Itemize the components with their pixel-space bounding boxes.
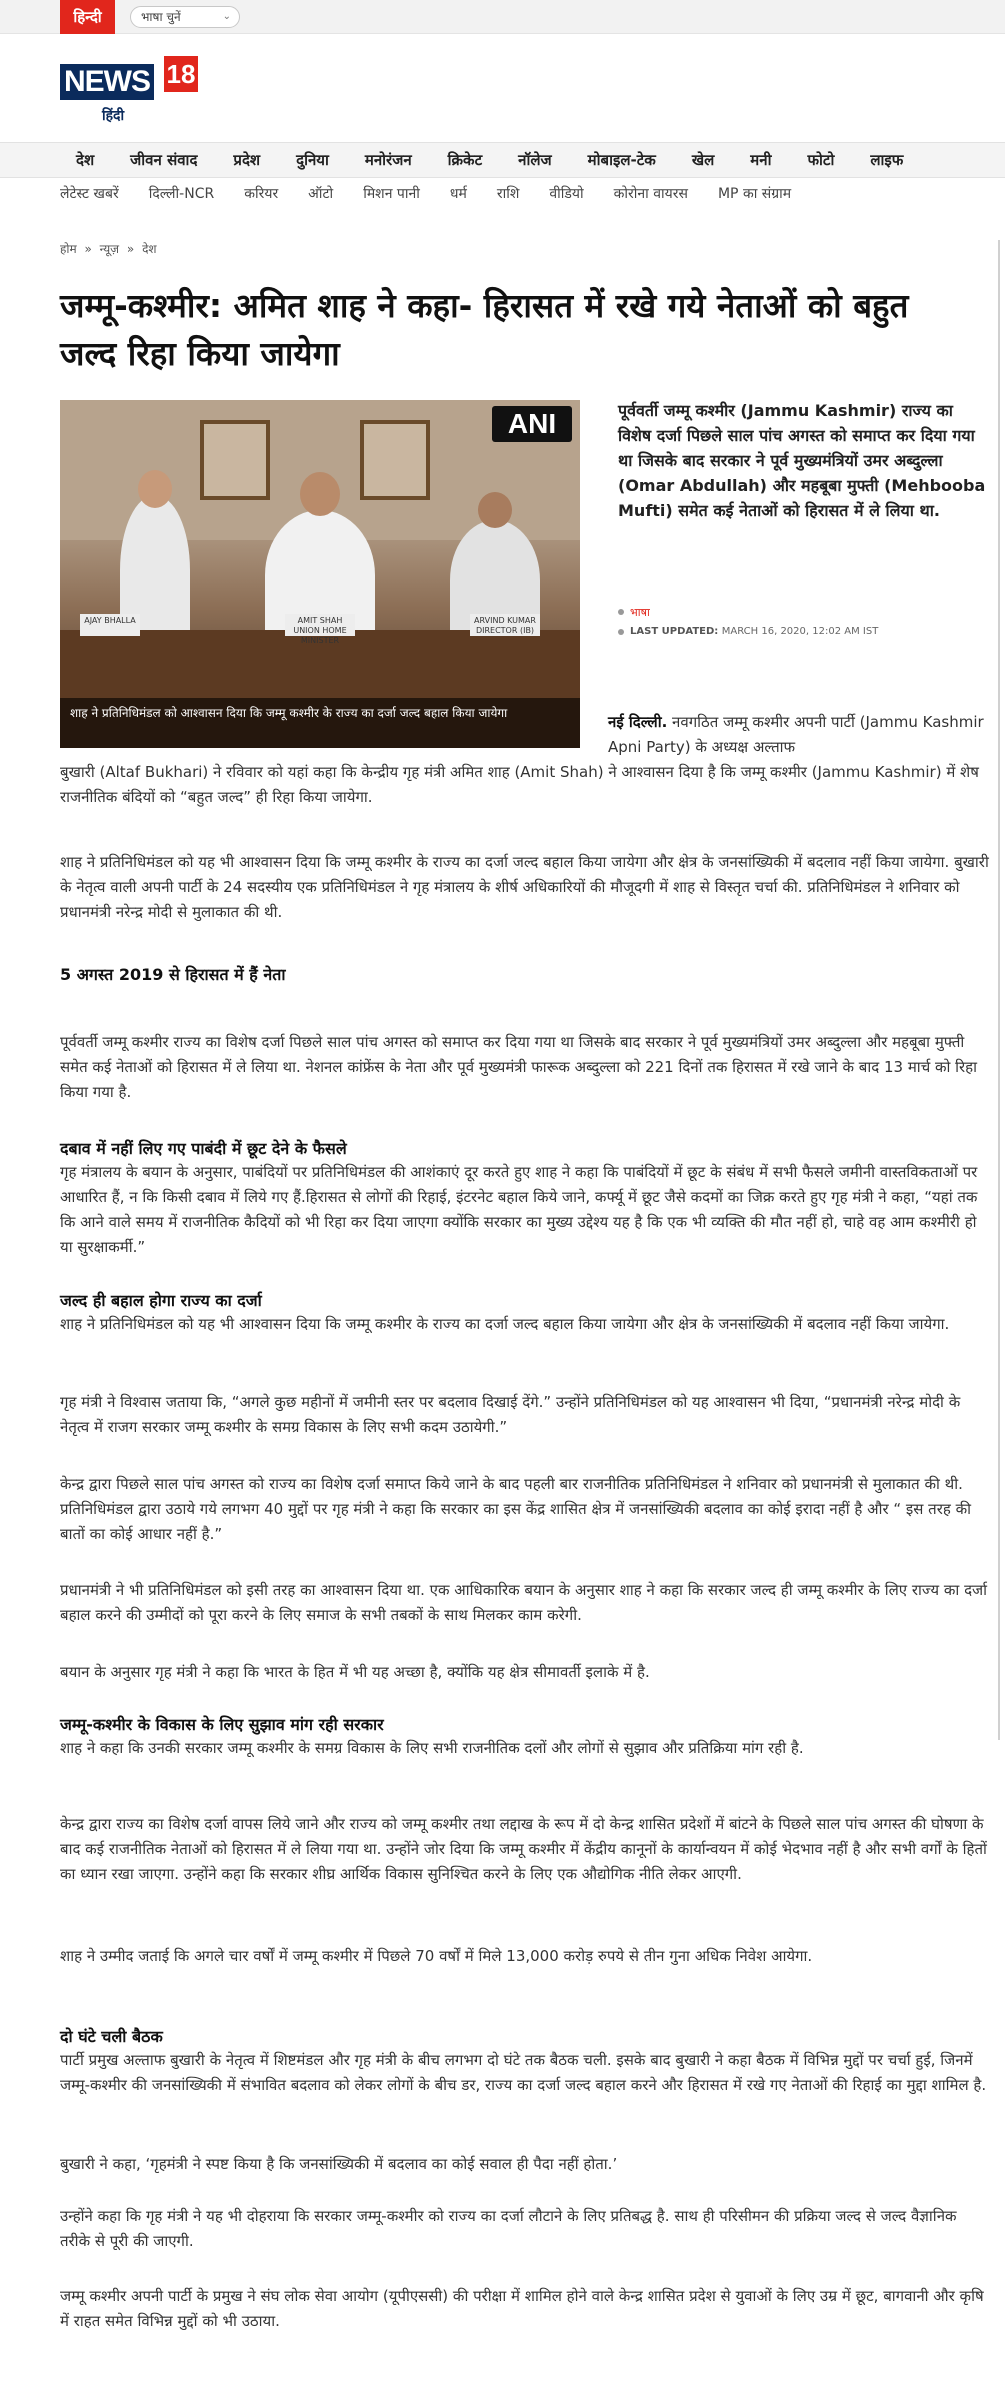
article-paragraph: जम्मू कश्मीर अपनी पार्टी के प्रमुख ने संघ लोक सेवा आयोग (यूपीएससी) की परीक्षा में शामिल होने वाले केन्द्र शासित प्रदेश से युवाओं के लिए उम्र में छूट, बागवानी और कृषि में राहत समेत विभिन्न मुद्दों को भी उठाया. [60, 2287, 984, 2330]
nav-item-khel[interactable]: खेल [691, 151, 715, 169]
subnav-item-delhi-ncr[interactable]: दिल्ली-NCR [148, 186, 215, 202]
subnav-item-auto[interactable]: ऑटो [308, 186, 334, 202]
ani-watermark: ANI [492, 406, 572, 442]
subnav-item-video[interactable]: वीडियो [549, 186, 584, 202]
article-meta [618, 605, 988, 637]
nav-item-money[interactable]: मनी [750, 151, 772, 169]
logo-news-text: NEWS [60, 64, 154, 100]
article-paragraph: पार्टी प्रमुख अल्ताफ बुखारी के नेतृत्व में शिष्टमंडल और गृह मंत्री के बीच लगभग दो घंटे तक बैठक चली. इसके बाद बुखारी ने कहा बैठक में विभिन्न मुद्दों पर चर्चा हुई, जिनमें जम्मू-कश्मीर की जनसांख्यिकी में संभावित बदलाव को लेकर लोगों के बीच डर, राज्य का दर्जा जल्द बहाल करने और हिरासत में रखे गए नेताओं की रिहाई का मुद्दा शामिल है. [60, 2051, 987, 2094]
nav-item-desh[interactable]: देश [76, 151, 95, 169]
logo-18-badge: 18 [164, 56, 198, 92]
subnav-item-mission-pani[interactable]: मिशन पानी [363, 186, 420, 202]
page-divider-line [998, 240, 1000, 1740]
subnav-item-mp-sangram[interactable]: MP का संग्राम [717, 186, 792, 202]
article-lead-paragraph [60, 710, 990, 810]
lead-text-part1: नवगठित जम्मू कश्मीर अपनी पार्टी (Jammu Kashmir Apni Party) के अध्यक्ष अल्ताफ [608, 713, 984, 756]
hero-wall-frame [200, 420, 270, 500]
article-source[interactable]: भाषा [618, 605, 988, 620]
article-paragraph: बुखारी ने कहा, ‘गृहमंत्री ने स्पष्ट किया है कि जनसांख्यिकी में बदलाव का कोई सवाल ही पैदा नहीं होता.’ [60, 2155, 618, 2173]
breadcrumb-separator: » [84, 242, 92, 256]
article-paragraph: गृह मंत्रालय के बयान के अनुसार, पाबंदियों पर प्रतिनिधिमंडल की आशंकाएं दूर करते हुए शाह ने कहा कि पाबंदियों में छूट के संबंध में सभी फैसले जमीनी वास्तविकताओं पर आधारित हैं, न कि किसी दबाव में लिये गए हैं.हिरासत से लोगों की रिहाई, इंटरनेट बहाल किये जाने, कर्फ्यू में छूट जैसे कदमों का जिक्र करते हुए गृह मंत्री ने कहा, “यहां तक कि आने वाले समय में राजनीतिक कैदियों को भी रिहा कर दिया जाएगा क्योंकि सरकार का मुख्य उद्देश्य यह है कि एक भी व्यक्ति की मौत नहीं हो, चाहे वह आम कश्मीरी हो या सुरक्षाकर्मी.” [60, 1163, 978, 1256]
article-subheading: दबाव में नहीं लिए गए पाबंदी में छूट देने के फैसले [60, 1139, 347, 1158]
article-dateline: नई दिल्ली. [608, 713, 668, 731]
hero-person-center-head [300, 472, 340, 516]
updated-date: MARCH 16, 2020, 12:02 AM IST [721, 626, 879, 637]
secondary-navigation [0, 178, 1005, 210]
subnav-item-latest[interactable]: लेटेस्ट खबरें [60, 186, 119, 202]
article-hero-image[interactable] [60, 400, 580, 748]
breadcrumb [60, 240, 161, 257]
article-subheading: जल्द ही बहाल होगा राज्य का दर्जा [60, 1291, 262, 1310]
article-summary: पूर्ववर्ती जम्मू कश्मीर (Jammu Kashmir) राज्य का विशेष दर्जा पिछले साल पांच अगस्त को समाप्त कर दिया गया था जिसके बाद सरकार ने पूर्व मुख्यमंत्रियों उमर अब्दुल्ला (Omar Abdullah) और महबूबा मुफ्ती (Mehbooba Mufti) समेत कई नेताओं को हिरासत में ले लिया था. [618, 401, 986, 520]
hero-nameplate-center: AMIT SHAH UNION HOME MINISTER [285, 614, 355, 636]
article-paragraph: गृह मंत्री ने विश्वास जताया कि, “अगले कुछ महीनों में जमीनी स्तर पर बदलाव दिखाई देंगे.” उन्होंने प्रतिनिधिमंडल को यह आश्वासन भी दिया, “प्रधानमंत्री नरेन्द्र मोदी के नेतृत्व में राजग सरकार जम्मू कश्मीर के समग्र विकास के लिए सभी कदम उठायेगी.” [60, 1393, 961, 1436]
hero-caption: शाह ने प्रतिनिधिमंडल को आश्वासन दिया कि जम्मू कश्मीर के राज्य का दर्जा जल्द बहाल किया जायेगा [60, 698, 580, 748]
nav-item-pradesh[interactable]: प्रदेश [233, 151, 261, 169]
article-paragraph: प्रधानमंत्री ने भी प्रतिनिधिमंडल को इसी तरह का आश्वासन दिया था. एक आधिकारिक बयान के अनुसार शाह ने कहा कि सरकार जल्द ही जम्मू कश्मीर के लिए राज्य का दर्जा बहाल करने की उम्मीदों को पूरा करने के लिए समाज के सभी तबकों के साथ मिलकर काम करेगी. [60, 1581, 988, 1624]
news18-logo[interactable] [60, 54, 200, 126]
article-paragraph: शाह ने उम्मीद जताई कि अगले चार वर्षों में जम्मू कश्मीर में पिछले 70 वर्षों में मिले 13,000 करोड़ रुपये से तीन गुना अधिक निवेश आयेगा. [60, 1947, 813, 1965]
article-updated [618, 626, 988, 637]
chevron-down-icon: ⌄ [222, 11, 231, 22]
article-headline: जम्मू-कश्मीर: अमित शाह ने कहा- हिरासत में रखे गये नेताओं को बहुत जल्द रिहा किया जायेगा [60, 286, 909, 373]
breadcrumb-desh[interactable]: देश [142, 242, 157, 256]
subnav-item-career[interactable]: करियर [244, 186, 279, 202]
main-navigation [0, 142, 1005, 178]
lead-text-part2: बुखारी (Altaf Bukhari) ने रविवार को यहां कहा कि केन्द्रीय गृह मंत्री अमित शाह (Amit Shah) ने आश्वासन दिया है कि जम्मू कश्मीर (Jammu Kashmir) में शेष राजनीतिक बंदियों को “बहुत जल्द” ही रिहा किया जायेगा. [60, 763, 979, 806]
hindi-language-tab[interactable]: हिन्दी [60, 0, 115, 34]
subnav-item-dharm[interactable]: धर्म [449, 186, 467, 202]
nav-item-duniya[interactable]: दुनिया [296, 151, 329, 169]
article-paragraph: पूर्ववर्ती जम्मू कश्मीर राज्य का विशेष दर्जा पिछले साल पांच अगस्त को समाप्त कर दिया गया था जिसके बाद सरकार ने पूर्व मुख्यमंत्रियों उमर अब्दुल्ला और महबूबा मुफ्ती समेत कई नेताओं को हिरासत में ले लिया था. नेशनल कांफ्रेंस के नेता और पूर्व मुख्यमंत्री फारूक अब्दुल्ला को 221 दिनों तक हिरासत में रखे जाने के बाद 13 मार्च को रिहा किया गया है. [60, 1033, 978, 1101]
article-paragraph: शाह ने प्रतिनिधिमंडल को यह भी आश्वासन दिया कि जम्मू कश्मीर के राज्य का दर्जा जल्द बहाल किया जायेगा और क्षेत्र के जनसांख्यिकी में बदलाव नहीं किया जायेगा. [60, 1315, 950, 1333]
nav-item-manoranjan[interactable]: मनोरंजन [364, 151, 412, 169]
article-paragraph: शाह ने प्रतिनिधिमंडल को यह भी आश्वासन दिया कि जम्मू कश्मीर के राज्य का दर्जा जल्द बहाल किया जायेगा और क्षेत्र के जनसांख्यिकी में बदलाव नहीं किया जायेगा. बुखारी के नेतृत्व वाली अपनी पार्टी के 24 सदस्यीय एक प्रतिनिधिमंडल ने गृह मंत्रालय के शीर्ष अधिकारियों की मौजूदगी में शाह से विस्तृत चर्चा की. प्रतिनिधिमंडल ने शनिवार को प्रधानमंत्री नरेन्द्र मोदी से मुलाकात की थी. [60, 853, 989, 921]
nav-item-life[interactable]: लाइफ [870, 151, 904, 169]
updated-label: LAST UPDATED: [630, 626, 719, 637]
hero-nameplate-right: ARVIND KUMAR DIRECTOR (IB) [470, 614, 540, 636]
hero-nameplate-left: AJAY BHALLA [80, 614, 140, 636]
breadcrumb-news[interactable]: न्यूज़ [99, 242, 120, 256]
article-subheading: दो घंटे चली बैठक [60, 2027, 163, 2046]
breadcrumb-separator: » [126, 242, 135, 256]
article-paragraph: बयान के अनुसार गृह मंत्री ने कहा कि भारत के हित में भी यह अच्छा है, क्योंकि यह क्षेत्र सीमावर्ती इलाके में है. [60, 1663, 650, 1681]
hero-person-left-head [138, 470, 172, 508]
article-paragraph: शाह ने कहा कि उनकी सरकार जम्मू कश्मीर के समग्र विकास के लिए सभी राजनीतिक दलों और लोगों से सुझाव और प्रतिक्रिया मांग रही है. [60, 1739, 804, 1757]
article-subheading: 5 अगस्त 2019 से हिरासत में हैं नेता [60, 965, 286, 984]
logo-subtitle: हिंदी [102, 108, 125, 124]
nav-item-mobile-tech[interactable]: मोबाइल-टेक [587, 151, 656, 169]
article-paragraph: केन्द्र द्वारा राज्य का विशेष दर्जा वापस लिये जाने और राज्य को जम्मू कश्मीर तथा लद्दाख के रूप में दो केन्द्र शासित प्रदेशों में बांटने के पिछले साल पांच अगस्त की घोषणा के बाद कई राजनीतिक नेताओं को हिरासत में ले लिया गया था. उन्होंने जोर दिया कि जम्मू कश्मीर में केंद्रीय कानूनों के कार्यान्वयन में कोई भेदभाव नहीं है और सभी वर्गों के हितों का ध्यान रखा जाएगा. उन्होंने कहा कि सरकार शीघ्र आर्थिक विकास सुनिश्चित करने के लिए एक औद्योगिक नीति लेकर आएगी. [60, 1815, 987, 1883]
article-paragraph: उन्होंने कहा कि गृह मंत्री ने यह भी दोहराया कि सरकार जम्मू-कश्मीर को राज्य का दर्जा लौटाने के लिए प्रतिबद्ध है. साथ ही परिसीमन की प्रक्रिया जल्द से जल्द वैज्ञानिक तरीके से पूरी की जाएगी. [60, 2207, 957, 2250]
nav-item-photo[interactable]: फोटो [807, 151, 835, 169]
breadcrumb-home[interactable]: होम [60, 242, 77, 256]
nav-item-jeevan-samvad[interactable]: जीवन संवाद [130, 151, 198, 169]
hero-wall-frame [360, 420, 430, 500]
hero-person-right-head [478, 492, 512, 528]
language-select[interactable] [130, 6, 240, 28]
article-subheading: जम्मू-कश्मीर के विकास के लिए सुझाव मांग रही सरकार [60, 1715, 384, 1734]
language-select-label: भाषा चुनें [141, 10, 181, 24]
subnav-item-rashi[interactable]: राशि [496, 186, 520, 202]
nav-item-cricket[interactable]: क्रिकेट [447, 151, 483, 169]
article-paragraph: केन्द्र द्वारा पिछले साल पांच अगस्त को राज्य का विशेष दर्जा समाप्त किये जाने के बाद पहली बार राजनीतिक प्रतिनिधिमंडल ने शनिवार को प्रधानमंत्री से मुलाकात की थी. प्रतिनिधिमंडल द्वारा उठाये गये लगभग 40 मुद्दों पर गृह मंत्री ने कहा कि सरकार का इस केंद्र शासित क्षेत्र में जनसांख्यिकी बदलाव का कोई इरादा नहीं है और “ इस तरह की बातों का कोई आधार नहीं है.” [60, 1475, 971, 1543]
nav-item-knowledge[interactable]: नॉलेज [518, 151, 552, 169]
subnav-item-corona[interactable]: कोरोना वायरस [613, 186, 688, 202]
top-bar [0, 0, 1005, 34]
